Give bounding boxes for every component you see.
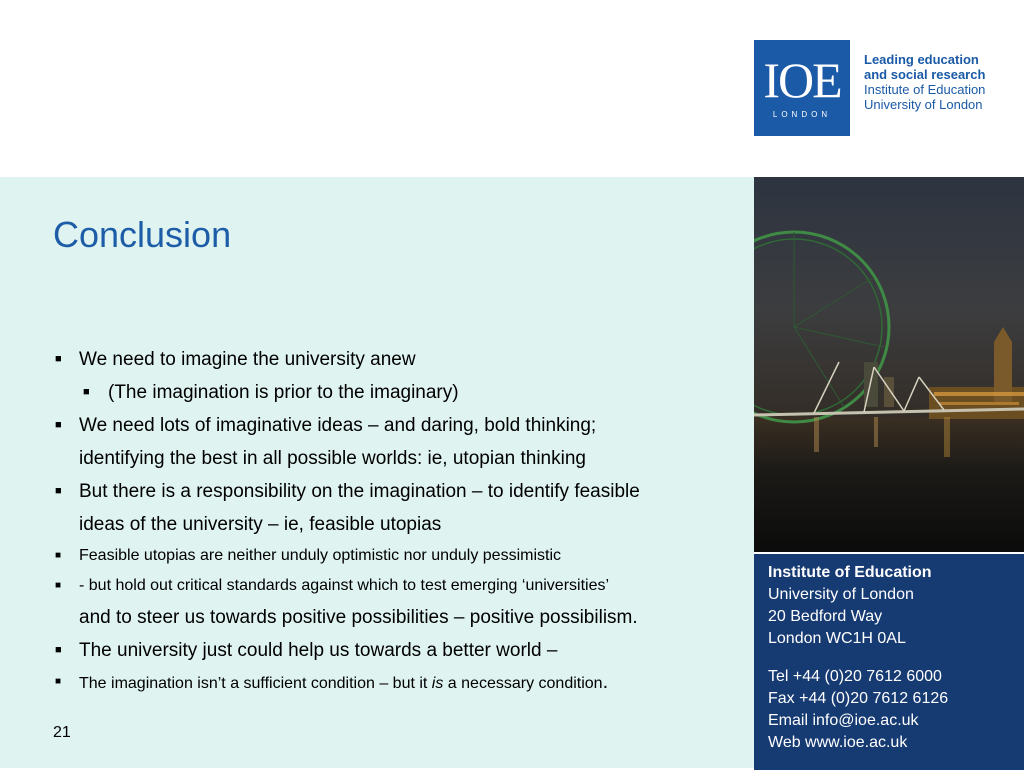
logo-text <box>864 52 985 112</box>
bullet-marker-icon: ■ <box>55 419 62 431</box>
bullet-text: We need lots of imaginative ideas – and daring, bold thinking; <box>79 415 597 436</box>
bullet-continuation: ideas of the university – ie, feasible utopias <box>79 514 442 535</box>
address-line: London WC1H 0AL <box>768 630 906 647</box>
bullet-text: But there is a responsibility on the imagination – to identify feasible <box>79 481 640 502</box>
email-address: Email info@ioe.ac.uk <box>768 712 919 729</box>
bullet-item <box>55 541 755 571</box>
address-block <box>768 562 932 650</box>
bullet-item <box>55 475 755 508</box>
london-eye-photo <box>754 177 1024 552</box>
bullet-item <box>55 634 755 667</box>
bullet-text: Feasible utopias are neither unduly optimistic nor unduly pessimistic <box>79 547 562 564</box>
bullet-marker-icon: ■ <box>55 676 62 687</box>
bullet-text: We need to imagine the university anew <box>79 349 416 370</box>
address-line: University of London <box>768 586 914 603</box>
bullet-marker-icon: ■ <box>83 386 90 398</box>
logo-tagline-2: and social research <box>864 67 986 82</box>
bullet-text-part: a necessary condition <box>443 675 603 692</box>
london-night-image <box>754 177 1024 552</box>
bullet-marker-icon: ■ <box>55 353 62 365</box>
fax-number: Fax +44 (0)20 7612 6126 <box>768 690 949 707</box>
bullet-marker-icon: ■ <box>55 644 62 656</box>
bullet-emphasis: is <box>431 675 444 692</box>
bullet-marker-icon: ■ <box>55 485 62 497</box>
bullet-item <box>55 409 755 442</box>
bullet-marker-icon: ■ <box>55 550 62 561</box>
bullet-text: (The imagination is prior to the imaginary) <box>108 382 459 403</box>
logo-tagline-1: Leading education <box>864 52 979 67</box>
contact-details <box>768 666 948 754</box>
institution-name: Institute of Education <box>768 564 932 581</box>
bullet-text: The university just could help us towards a better world – <box>79 640 558 661</box>
website: Web www.ioe.ac.uk <box>768 734 908 751</box>
logo-mark: IOE <box>763 52 841 108</box>
bullet-item <box>55 667 755 699</box>
bullet-marker-icon: ■ <box>55 580 62 591</box>
logo-line-2: University of London <box>864 97 983 112</box>
bullet-item <box>55 343 755 376</box>
bullet-list <box>55 343 755 699</box>
sub-bullet-item <box>55 376 755 409</box>
phone-number: Tel +44 (0)20 7612 6000 <box>768 668 942 685</box>
bullet-continuation: identifying the best in all possible worlds: ie, utopian thinking <box>79 448 586 469</box>
logo-line-1: Institute of Education <box>864 82 986 97</box>
bullet-continuation: and to steer us towards positive possibilities – positive possibilism. <box>79 607 638 628</box>
page-number: 21 <box>53 724 71 741</box>
address-line: 20 Bedford Way <box>768 608 883 625</box>
bullet-text: - but hold out critical standards against which to test emerging ‘universities’ <box>79 577 610 594</box>
ioe-logo <box>754 40 850 136</box>
slide-title: Conclusion <box>53 214 232 255</box>
bullet-item <box>55 571 755 601</box>
bullet-text <box>79 671 609 693</box>
bullet-text-part: The imagination isn’t a sufficient condition – but it <box>79 675 432 692</box>
contact-panel <box>754 552 1024 770</box>
bullet-period: . <box>602 671 609 693</box>
logo-sub: LONDON <box>772 110 832 119</box>
